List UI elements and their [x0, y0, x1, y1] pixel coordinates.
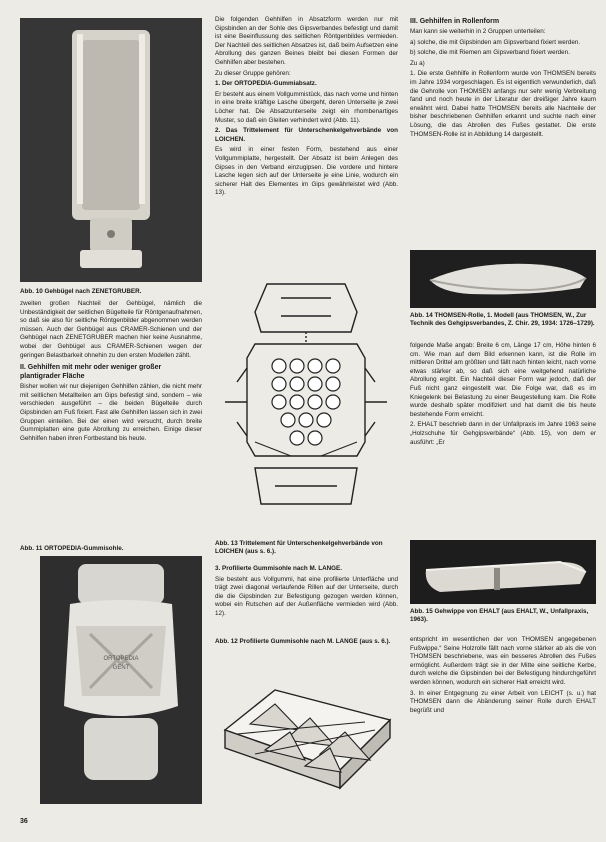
column-3-text-top — [410, 14, 596, 254]
col3-intro: Man kann sie weiterhin in 2 Gruppen unterteilen: — [410, 28, 546, 35]
col3-paragraph-4: entspricht im wesentlichen der von THOMSEN angegebenen Fußwippe.“ Seine Holzrolle fällt nach vorne stärker ab als die von THOMSEN beschriebene, was ein besseres Abrollen des Fußes ermöglicht. Außerdem trägt sie in der Mitte eine seitliche Kerbe, durch welche die Gipsbinden bei der Befestigung hindurchgeführt werden können, wodurch ein sicherer Halt erreicht wird. — [410, 636, 596, 686]
col3-paragraph-5: 3. In einer Entgegnung zu einer Arbeit von LEICHT (s. u.) hat THOMSEN dann die Abänderung seiner Rolle durch EHALT begrüßt und — [410, 689, 596, 714]
figure-14-caption: Abb. 14 THOMSEN-Rolle, 1. Modell (aus THOMSEN, W., Zur Technik des Gehgipsverbandes, Z. Chir. 29, 1934: 1726–1729). — [410, 312, 595, 327]
col2-paragraph-1b: Zu dieser Gruppe gehören: — [215, 69, 291, 77]
column-1-text — [20, 300, 202, 530]
figure-13-caption: Abb. 13 Trittelement für Unterschenkelgehverbände von LOICHEN (aus s. 6.). — [215, 540, 383, 555]
col1-paragraph-1: zweiten großen Nachteil der Gehbügel, nämlich die Unbeständigkeit der seitlichen Bügelteile für Röntgenaufnahmen, so daß sie also für seitliche Röntgenbilder abgenommen werden müssen. Auch der Gehbügel aus CRAMER-Schienen und der Gehbügel nach ZENETGRUBER machen hier keine Ausnahme, wobei der Gehbügel aus CRAMER-Schienen wegen der geringen Belastbarkeit ohnehin zu den ersten Modellen zählt. — [20, 300, 202, 359]
figure-11-photo — [40, 556, 202, 804]
col3-paragraph-2: folgende Maße angab: Breite 6 cm, Länge 17 cm, Höhe hinten 6 cm. Wie man auf dem Bild erkennen kann, ist die Rolle im mittleren Drittel am größten und fällt nach hinten leicht, nach vorne etwas stärker ab, so daß sich eine weitgehend natürliche Abrollung ergibt. Ein Nachteil dieser Form war jedoch, daß der Fuß nicht ganz eingestellt war. Die Folge war, daß es im Kniegelenk bei Belastung zu einer Beugestellung kam. Die Rolle wurde deshalb später modifiziert und hat damit die bis heute bestehende Form erreicht. — [410, 342, 596, 418]
figure-12-caption: Abb. 12 Profilierte Gummisohle nach M. LANGE (aus s. 6.). — [215, 638, 391, 645]
column-3-text-middle — [410, 342, 596, 532]
thomsen-rolle-image — [410, 250, 596, 308]
sole-brand-subtext: GENT — [112, 665, 130, 671]
figure-11-caption: Abb. 11 ORTOPEDIA-Gummisohle. — [20, 545, 124, 552]
item-1-text: Er besteht aus einem Vollgummistück, das nach vorne und hinten in eine breite kräftige Lasche übergeht, deren Unterseite je zwei Löcher hat. Die Absatzunterseite zeigt ein rhombenartiges Muster, so daß ein Gleiten verhindert wird (Abb. 11). — [215, 90, 398, 124]
figure-13-drawing — [215, 272, 398, 534]
col3-paragraph-1: 1. Die erste Gehhilfe in Rollenform wurde von THOMSEN bereits im Jahre 1934 vorgeschlagen. Es ist eigentlich verwunderlich, daß die Gehrolle von THOMSEN anfangs nur sehr wenig Verbreitung fand und noch heute in der Literatur der dreißiger Jahre kaum erwähnt wird. Dabei hatte THOMSEN bereits alle Nachteile der bisher beschriebenen Gehhilfen erkannt und suchte nach einer Lösung, die das Abrollen des Fußes gestattet. Die erste THOMSEN-Rolle ist in Abbildung 14 dargestellt. — [410, 70, 596, 138]
gehbuegel-image — [20, 18, 202, 282]
figure-10-caption: Abb. 10 Gehbügel nach ZENETGRUBER. — [20, 288, 142, 295]
gummisohle-image — [40, 556, 202, 804]
col3-option-b: b) solche, die mit Riemen am Gipsverband fixiert werden. — [410, 49, 570, 57]
col3-option-a: a) solche, die mit Gipsbinden am Gipsverband fixiert werden. — [410, 38, 581, 46]
item-3-title: 3. Profilierte Gummisohle nach M. LANGE. — [215, 565, 343, 572]
figure-12-drawing — [215, 660, 398, 810]
page-number: 36 — [20, 818, 28, 825]
col1-paragraph-2: Bisher wollen wir nur diejenigen Gehhilfen zählen, die nicht mehr mit seitlichen Metallteilen am Gips befestigt sind, sondern – wie verschieden ausgeführt – die beiden Bügelteile durch Gipsbinden am Fuß fixiert. Fast alle Gehhilfen lassen sich in zwei Gruppen einteilen. Bei der einen wird versucht, durch breite Gummiplatten eine gute Abrollung zu erreichen. Einige dieser Gehhilfen haben ihren Fortbestand bis heute. — [20, 383, 202, 442]
item-3-text: Sie besteht aus Vollgummi, hat eine profilierte Unterfläche und trägt zwei diagonal verlaufende Rillen auf der Unterseite, durch die die Gipsbinden zur Befestigung gezogen werden können, wobei ein Rutschen auf der Außenfläche vermieden wird (Abb. 12). — [215, 575, 398, 617]
item-2-title: 2. Das Trittelement für Unterschenkelgehverbände von LOICHEN. — [215, 127, 398, 143]
figure-10-photo — [20, 18, 202, 282]
column-3-text-bottom — [410, 636, 596, 826]
ehalt-gehwippe-image — [410, 540, 596, 604]
col3-paragraph-3: 2. EHALT beschrieb dann in der Unfallpraxis im Jahre 1963 seine „Holzschuhe für Gehgipsverbände“ (Abb. 15), von dem er ausführt: „Er — [410, 421, 596, 446]
gummisohle-profile-drawing — [215, 660, 398, 810]
column-2-text-bottom — [215, 565, 398, 625]
sole-brand-text: ORTOPEDIA — [103, 656, 139, 662]
section-heading-3: III. Gehhilfen in Rollenform — [410, 18, 500, 25]
item-1-title: 1. Der ORTOPEDIA-Gummiabsatz. — [215, 80, 317, 88]
column-2-text-top — [215, 16, 398, 274]
col3-zu-a: Zu a) — [410, 59, 425, 67]
trittelement-drawing — [215, 272, 398, 534]
figure-15-caption: Abb. 15 Gehwippe von EHALT (aus EHALT, W., Unfallpraxis, 1963). — [410, 608, 589, 623]
figure-14-photo — [410, 250, 596, 308]
figure-15-photo — [410, 540, 596, 604]
section-heading-2: II. Gehhilfen mit mehr oder weniger großer plantigrader Fläche — [20, 364, 162, 381]
col2-paragraph-1: Die folgenden Gehhilfen in Absatzform werden nur mit Gipsbinden an der Sohle des Gipsverbandes befestigt und damit ist eine Beeinflussung des seitlichen Röntgenbildes vermieden. Der Nachteil des seitlichen Absatzes ist, daß beim Aufsetzen eine Abrollung des ganzen Beines bleibt bei diesen Formen der Gehhilfen aber bestehen. — [215, 16, 398, 66]
item-2-text: Es wird in einer festen Form, bestehend aus einer Vollgummiplatte, hergestellt. Der Absatz ist beim Anlegen des Gipses in den Verband einzugipsen. Die vordere und hintere Lasche legen sich auf der Unterseite je eine Linie, wodurch ein sicherer Halt des Elementes im Gips gewährleistet wird (Abb. 13). — [215, 146, 398, 197]
